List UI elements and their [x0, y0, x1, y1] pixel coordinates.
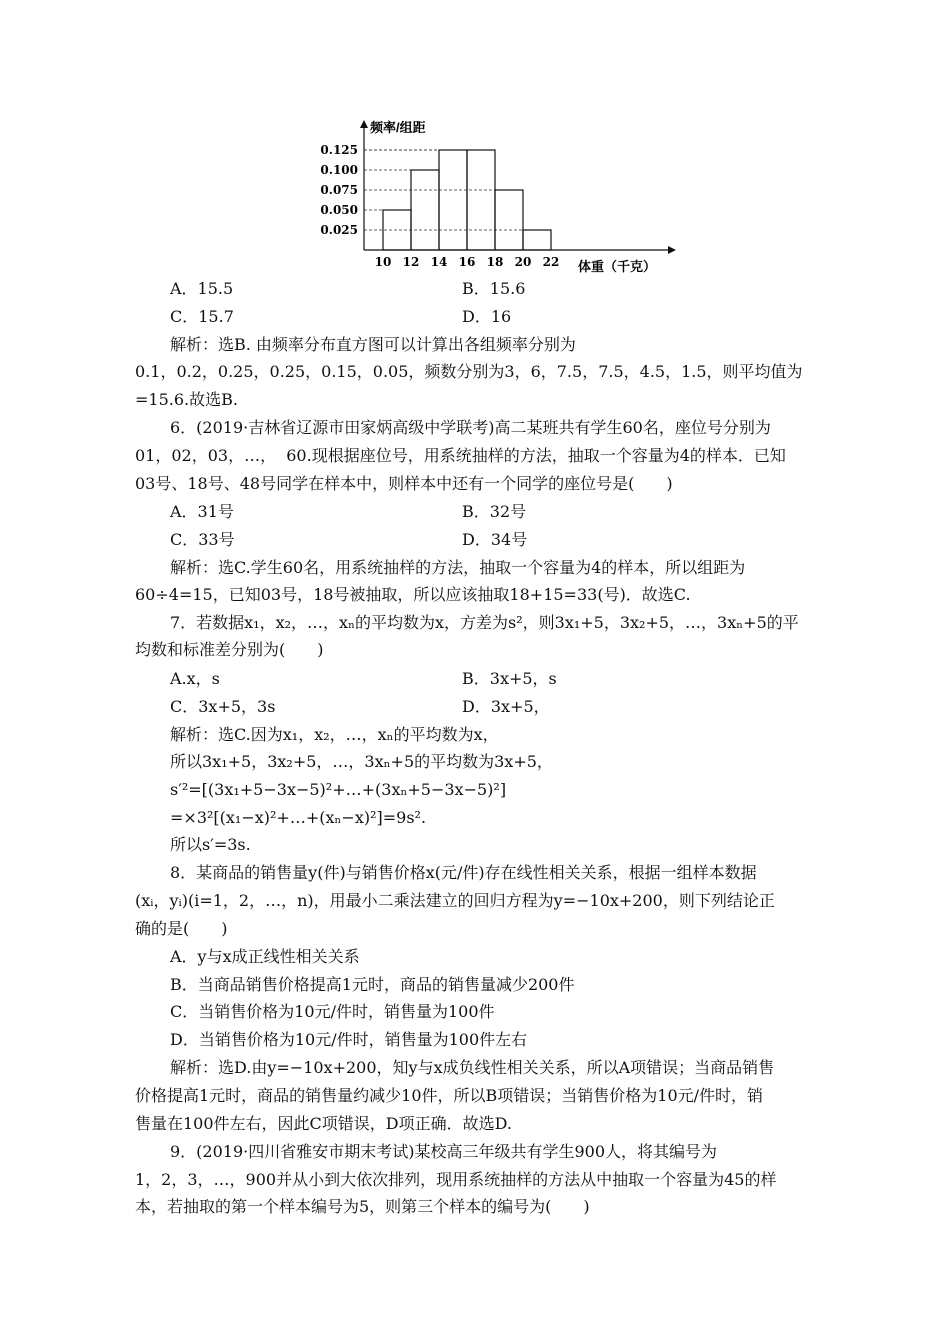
x-axis-label: 体重（千克） [578, 259, 657, 274]
histogram-bar [523, 230, 551, 250]
q7-solution-line: s′²=[(3x₁+5−3x−5)²+…+(3xₙ+5−3x−5)²] [170, 780, 507, 799]
q7-option-d: D．3x+5， [462, 697, 550, 716]
q8-option-b: B．当商品销售价格提高1元时，商品的销售量减少200件 [170, 975, 575, 994]
q8-solution-line: 解析：选D.由y=−10x+200，知y与x成负线性相关关系，所以A项错误；当商品销售 [170, 1058, 775, 1077]
q7-solution-line: =×3²[(x₁−x)²+…+(xₙ−x)²]=9s². [170, 808, 427, 827]
q5-option-c: C．15.7 [170, 307, 234, 326]
q5-solution-line: =15.6.故选B. [135, 390, 238, 409]
y-tick-label: 0.100 [320, 163, 358, 177]
q9-stem-line: 9．(2019·四川省雅安市期末考试)某校高三年级共有学生900人，将其编号为 [170, 1142, 718, 1161]
q6-option-b: B．32号 [462, 502, 527, 521]
q7-stem-line: 7．若数据x₁，x₂，…，xₙ的平均数为x，方差为s²，则3x₁+5，3x₂+5，…，3xₙ+5的平 [170, 613, 799, 632]
y-tick-label: 0.075 [320, 183, 358, 197]
x-tick-label: 10 [374, 255, 392, 269]
q8-stem-line: 确的是( ) [135, 919, 228, 938]
x-tick-label: 20 [514, 255, 532, 269]
q5-option-d: D．16 [462, 307, 512, 326]
y-axis-arrow [360, 120, 368, 128]
x-tick-label: 16 [458, 255, 476, 269]
q7-option-c: C．3x+5，3s [170, 697, 276, 716]
q6-stem-line: 6．(2019·吉林省辽源市田家炳高级中学联考)高二某班共有学生60名，座位号分别为 [170, 418, 771, 437]
q5-solution-line: 0.1，0.2，0.25，0.25，0.15，0.05，频数分别为3，6，7.5，7.5，4.5，1.5，则平均值为 [135, 362, 803, 381]
q7-solution-line: 所以3x₁+5，3x₂+5，…，3xₙ+5的平均数为3x+5， [170, 752, 553, 771]
histogram-bar [439, 150, 467, 250]
q6-solution-line: 60÷4=15，已知03号，18号被抽取，所以应该抽取18+15=33(号)．故选C. [135, 585, 691, 604]
q6-stem-line: 03号、18号、48号同学在样本中，则样本中还有一个同学的座位号是( ) [135, 474, 673, 493]
x-tick-label: 22 [542, 255, 560, 269]
q7-option-b: B．3x+5，s [462, 669, 557, 688]
q9-stem-line: 1，2，3，…，900并从小到大依次排列，现用系统抽样的方法从中抽取一个容量为45的样 [135, 1170, 777, 1189]
q6-option-a: A．31号 [170, 502, 234, 521]
q8-stem-line: 8．某商品的销售量y(件)与销售价格x(元/件)存在线性相关关系，根据一组样本数据 [170, 863, 757, 882]
histogram-bars [383, 150, 551, 250]
y-tick-label: 0.025 [320, 223, 358, 237]
q7-solution-line: 所以s′=3s. [170, 835, 251, 854]
q8-solution-line: 售量在100件左右，因此C项错误，D项正确．故选D. [135, 1114, 512, 1133]
q6-option-c: C．33号 [170, 530, 235, 549]
x-tick-label: 14 [430, 255, 448, 269]
q5-option-b: B．15.6 [462, 279, 526, 298]
q5-option-a: A．15.5 [170, 279, 234, 298]
q9-stem-line: 本，若抽取的第一个样本编号为5，则第三个样本的编号为( ) [135, 1197, 590, 1216]
q8-solution-line: 价格提高1元时，商品的销售量约减少10件，所以B项错误；当销售价格为10元/件时，销 [135, 1086, 764, 1105]
frequency-histogram [320, 116, 680, 276]
q7-option-a: A.x，s [170, 669, 220, 688]
q8-option-a: A．y与x成正线性相关关系 [170, 947, 360, 966]
q7-solution-line: 解析：选C.因为x₁，x₂，…，xₙ的平均数为x， [170, 725, 499, 744]
q6-option-d: D．34号 [462, 530, 528, 549]
histogram-axes [360, 120, 676, 254]
q7-stem-line: 均数和标准差分别为( ) [135, 640, 324, 659]
histogram-bar [411, 170, 439, 250]
q6-stem-line: 01，02，03，…， 60.现根据座位号，用系统抽样的方法，抽取一个容量为4的样本．已知 [135, 446, 786, 465]
y-tick-label: 0.050 [320, 203, 358, 217]
q6-solution-line: 解析：选C.学生60名，用系统抽样的方法，抽取一个容量为4的样本，所以组距为 [170, 558, 746, 577]
y-axis-label: 频率/组距 [370, 120, 426, 135]
x-axis-arrow [668, 246, 676, 254]
x-tick-label: 12 [402, 255, 420, 269]
q5-solution-line: 解析：选B. 由频率分布直方图可以计算出各组频率分别为 [170, 335, 576, 354]
q8-stem-line: (xᵢ，yᵢ)(i=1，2，…，n)，用最小二乘法建立的回归方程为y=−10x+200，则下列结论正 [135, 891, 775, 910]
y-tick-label: 0.125 [320, 143, 358, 157]
histogram-bar [467, 150, 495, 250]
q8-option-d: D．当销售价格为10元/件时，销售量为100件左右 [170, 1030, 528, 1049]
x-tick-label: 18 [486, 255, 504, 269]
histogram-bar [495, 190, 523, 250]
q8-option-c: C．当销售价格为10元/件时，销售量为100件 [170, 1002, 495, 1021]
